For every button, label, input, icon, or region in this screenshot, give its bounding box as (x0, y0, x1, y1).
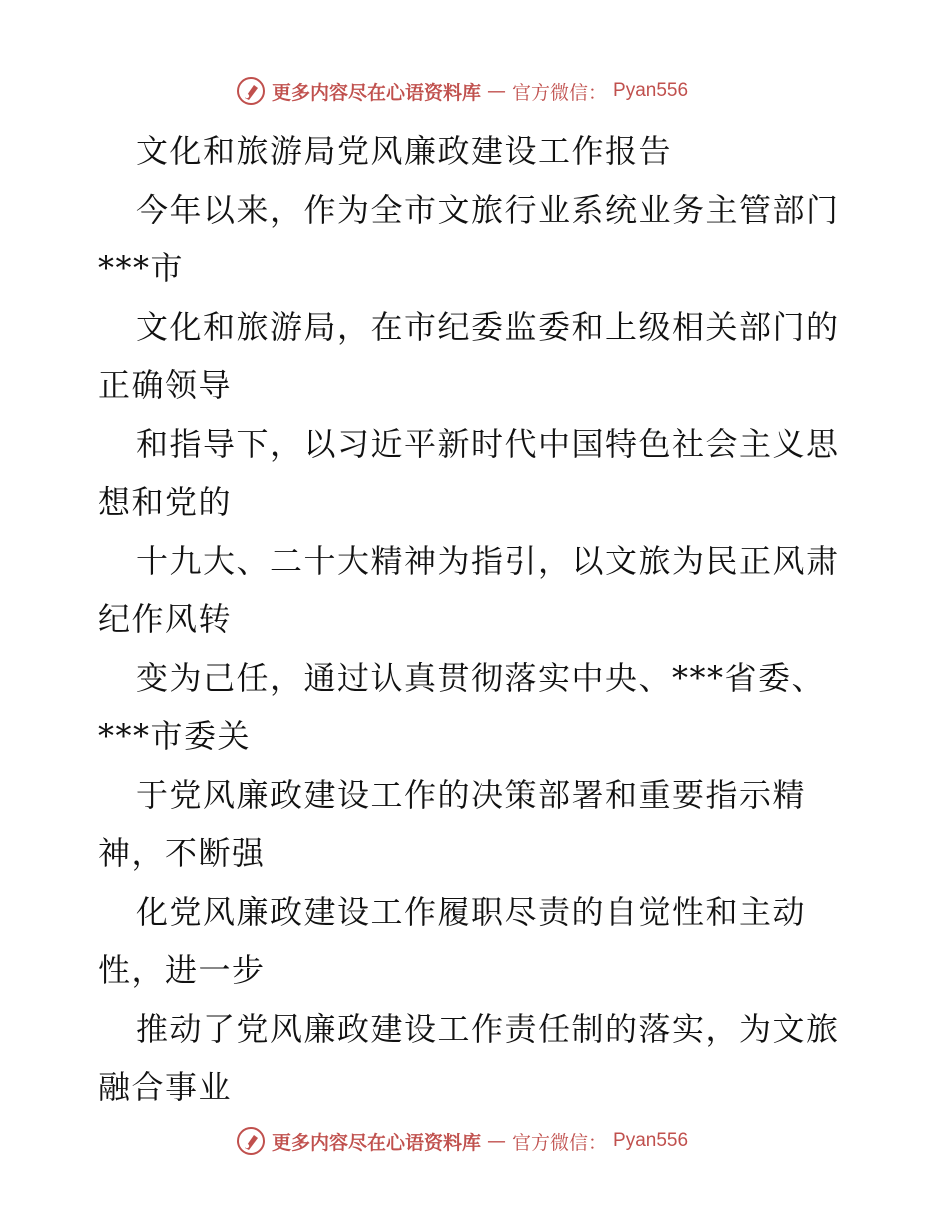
watermark-wechat-label: 官方微信： (512, 81, 608, 104)
watermark-wechat-id: Pyan556 (613, 80, 689, 101)
text-line: 正确领导 (98, 366, 233, 404)
text-line: 十九大、二十大精神为指引，以文旅为民正风肃 (136, 541, 840, 580)
text-line: 变为己任，通过认真贯彻落实中央、***省委、 (136, 658, 826, 697)
watermark-dash: — (487, 1130, 507, 1152)
text-line: 神，不断强 (98, 834, 266, 872)
document-title: 文化和旅游局党风廉政建设工作报告 (136, 132, 673, 170)
document-body (98, 122, 858, 1117)
watermark-brand: 更多内容尽在心语资料库 (272, 1131, 482, 1154)
watermark-wechat-id: Pyan556 (613, 1130, 689, 1151)
text-line: 于党风廉政建设工作的决策部署和重要指示精 (136, 775, 807, 814)
text-line: 和指导下，以习近平新时代中国特色社会主义思 (136, 424, 840, 463)
watermark-wechat-label: 官方微信： (512, 1131, 608, 1154)
text-line: 化党风廉政建设工作履职尽责的自觉性和主动 (136, 892, 807, 931)
text-line: 融合事业 (98, 1068, 233, 1106)
watermark-dash: — (487, 80, 507, 102)
watermark-header (236, 74, 688, 108)
text-line: 今年以来，作为全市文旅行业系统业务主管部门 (136, 190, 840, 229)
watermark-footer (236, 1124, 688, 1158)
watermark-brand: 更多内容尽在心语资料库 (272, 81, 482, 104)
text-line: 想和党的 (98, 483, 233, 521)
text-line: 推动了党风廉政建设工作责任制的落实，为文旅 (136, 1009, 840, 1048)
text-line: 性，进一步 (98, 951, 266, 989)
pen-logo-icon (236, 1126, 266, 1156)
text-line: ***市委关 (98, 717, 252, 755)
pen-logo-icon (236, 76, 266, 106)
text-line: ***市 (98, 249, 185, 287)
text-line: 纪作风转 (98, 600, 233, 638)
text-line: 文化和旅游局，在市纪委监委和上级相关部门的 (136, 307, 840, 346)
